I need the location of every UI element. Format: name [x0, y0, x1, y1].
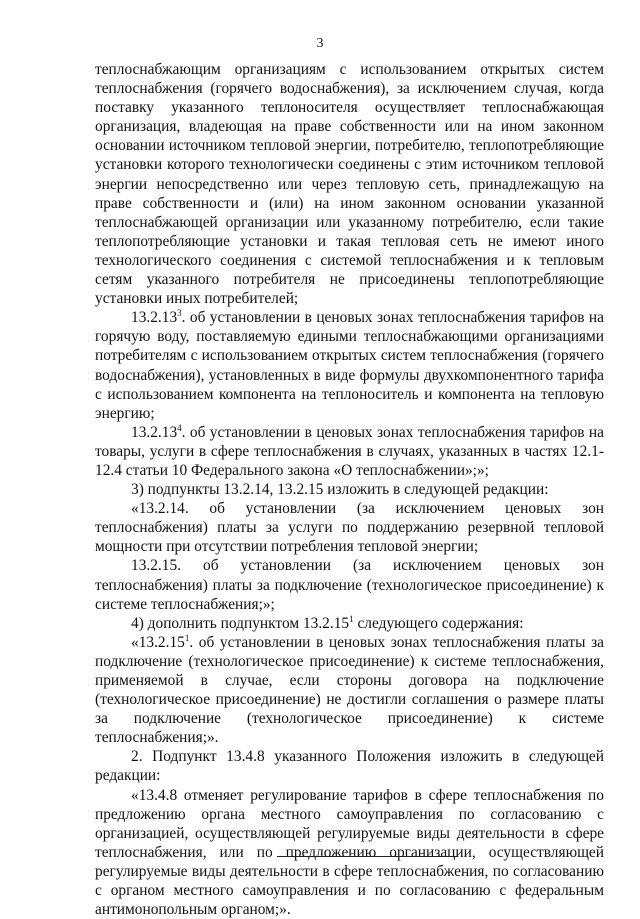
superscript: 3	[177, 308, 182, 319]
paragraph: 4) дополнить подпунктом 13.2.15$^1$ следующего содержания:	[131, 613, 524, 632]
paragraph: 3) подпункты 13.2.14, 13.2.15 изложить в следующей редакции:	[131, 481, 549, 499]
paragraph: 13.2.13$^3$. об установлении в ценовых зонах теплоснабжения тарифов на горячую воду, поставляемую едиными теплоснабжающими организациями потребителям с использованием открытых систем теплоснабжения (горячего водоснабжения), установленных в виде формулы двухкомпонентного тарифа с использованием компонента на теплоноситель и компонента на тепловую энергию;	[95, 308, 604, 422]
page-number: 3	[316, 36, 324, 51]
paragraph: 13.2.13$^4$. об установлении в ценовых зонах теплоснабжения тарифов на товары, услуги в сфере теплоснабжения в случаях, указанных в частях 12.1-12.4 статьи 10 Федерального закона «О теплоснабжении»;»;	[95, 422, 604, 479]
footer-separator-line	[277, 856, 457, 857]
paragraph: 13.2.15. об установлении (за исключением ценовых зон теплоснабжения) платы за подключение (технологическое присоединение) к системе теплоснабжения;»;	[95, 557, 604, 613]
superscript: 1	[184, 632, 190, 643]
superscript: 4	[177, 422, 182, 433]
paragraph: «13.2.14. об установлении (за исключением ценовых зон теплоснабжения) платы за услуги по поддержанию резервной тепловой мощности при отсутствии потребления тепловой энергии;	[95, 500, 604, 556]
paragraph: «13.2.15$^1$. об установлении в ценовых зонах теплоснабжения платы за подключение (технологическое присоединение) к системе теплоснабжения, применяемой в случае, если стороны договора на подключение (технологическое присоединение) не достигли соглашения о размере платы за подключение (технологическое присоединение) к системе теплоснабжения;».	[95, 632, 604, 747]
paragraph: 2. Подпункт 13.4.8 указанного Положения изложить в следующей редакции:	[95, 748, 604, 785]
document-body	[95, 60, 604, 919]
paragraph: «13.4.8 отменяет регулирование тарифов в сфере теплоснабжения по предложению органа местного самоуправления по согласованию с организацией, осуществляющей регулируемые виды деятельности в сфере теплоснабжения, или по предложению организации, осуществляющей регулируемые виды деятельности в сфере теплоснабжения, по согласованию с органом местного самоуправления и по согласованию с федеральным антимонопольным органом;».	[95, 786, 604, 919]
paragraph: теплоснабжающим организациям с использованием открытых систем теплоснабжения (горячего водоснабжения), за исключением случая, когда поставку указанного теплоносителя осуществляет теплоснабжающая организация, владеющая на праве собственности или на ином законном основании источником тепловой энергии, потребителю, теплопотребляющие установки которого технологически соединены с этим источником тепловой энергии непосредственно или через тепловую сеть, принадлежащую на праве собственности и (или) на ином законном основании указанной теплоснабжающей организации или указанному потребителю, если такие теплопотребляющие установки и такая тепловая сеть не имеют иного технологического соединения с системой теплоснабжения и к тепловым сетям указанного потребителя не присоединены теплопотребляющие установки иных потребителей;	[95, 61, 604, 308]
superscript: 1	[349, 613, 354, 624]
